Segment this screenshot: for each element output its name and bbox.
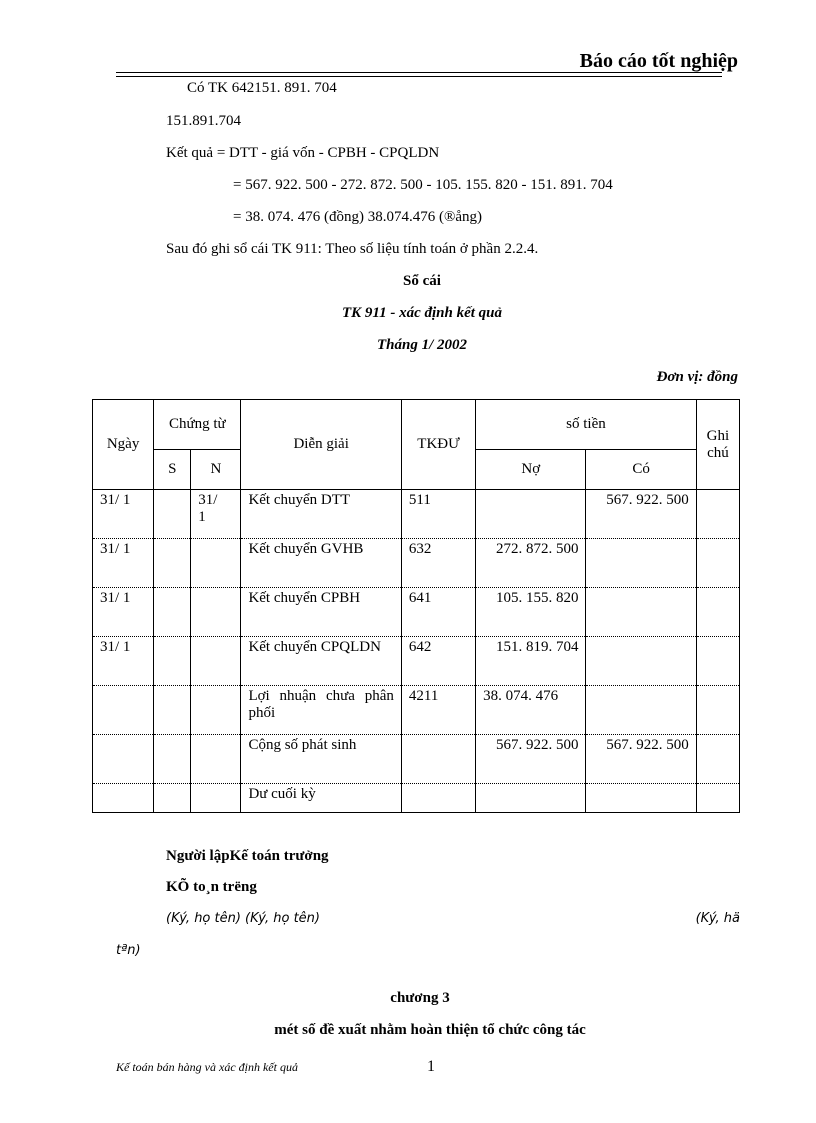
table-row [93,735,740,784]
table-row [93,784,740,813]
text-line-credit-account: Có TK 642151. 891. 704 [187,80,337,96]
ledger-period: Tháng 1/ 2002 [376,337,467,353]
cell-voucher-n [191,735,241,784]
text-line-amount: 151.891.704 [166,113,241,129]
cell-voucher-s [154,686,191,735]
text-line-ledger-note: Sau đó ghi sổ cái TK 911: Theo số liệu tính toán ở phần 2.2.4. [166,241,539,257]
cell-note [696,735,739,784]
cell-date [93,735,154,784]
signature-title-chief-accountant: KÕ to¸n trëng [166,879,257,895]
cell-debit: 38. 074. 476 [476,686,586,735]
cell-account: 4211 [401,686,475,735]
cell-voucher-n: 31/ 1 [191,490,241,539]
cell-account: 642 [401,637,475,686]
cell-debit: 272. 872. 500 [476,539,586,588]
header-date: Ngày [93,400,154,490]
footer-text: Kế toán bán hàng và xác định kết quả [116,1060,298,1074]
text-line-result-formula: Kết quả = DTT - giá vốn - CPBH - CPQLDN [166,145,440,161]
cell-debit [476,784,586,813]
cell-voucher-s [154,539,191,588]
cell-voucher-s [154,588,191,637]
header-description: Diễn giải [241,400,401,490]
cell-description: Kết chuyển CPQLDN [241,637,401,686]
cell-voucher-s [154,784,191,813]
cell-description: Kết chuyển CPBH [241,588,401,637]
cell-account [401,735,475,784]
cell-credit [586,686,696,735]
cell-voucher-n [191,784,241,813]
cell-credit [586,588,696,637]
cell-voucher-s [154,735,191,784]
text-line-result-calculation: = 567. 922. 500 - 272. 872. 500 - 105. 155. 820 - 151. 891. 704 [233,177,613,193]
header-voucher-n: N [191,450,241,490]
cell-account: 632 [401,539,475,588]
text-line-result-value: = 38. 074. 476 (đồng) 38.074.476 (®ång) [233,209,482,225]
ledger-table [92,399,740,813]
header-voucher: Chứng từ [154,400,241,450]
cell-description: Cộng số phát sinh [241,735,401,784]
cell-note [696,539,739,588]
header-voucher-s: S [154,450,191,490]
cell-description: Lợi nhuận chưa phân phối [241,686,401,735]
cell-credit [586,637,696,686]
table-row [93,588,740,637]
cell-voucher-s [154,490,191,539]
cell-debit: 105. 155. 820 [476,588,586,637]
table-row [93,490,740,539]
cell-date: 31/ 1 [93,490,154,539]
cell-date [93,784,154,813]
table-row [93,637,740,686]
header-note: Ghi chú [696,400,739,490]
chapter-subtitle: mét số đề xuất nhằm hoàn thiện tổ chức công tác [274,1022,586,1038]
cell-date: 31/ 1 [93,588,154,637]
cell-credit [586,784,696,813]
cell-credit: 567. 922. 500 [586,490,696,539]
cell-description: Kết chuyển GVHB [241,539,401,588]
cell-voucher-n [191,686,241,735]
cell-note [696,686,739,735]
cell-date: 31/ 1 [93,637,154,686]
cell-account [401,784,475,813]
cell-voucher-n [191,588,241,637]
header-rule-thick [116,72,722,73]
cell-debit: 151. 819. 704 [476,637,586,686]
header-rule-thin [116,76,722,77]
cell-account: 511 [401,490,475,539]
cell-credit: 567. 922. 500 [586,735,696,784]
signature-sign-note-right: (Ký, hä [695,911,740,926]
cell-note [696,784,739,813]
cell-debit [476,490,586,539]
chapter-title: chương 3 [390,990,450,1006]
cell-date: 31/ 1 [93,539,154,588]
document-header-title: Báo cáo tốt nghiệp [579,50,738,72]
ledger-subtitle: TK 911 - xác định kết quả [341,305,502,321]
header-debit: Nợ [476,450,586,490]
cell-note [696,490,739,539]
cell-note [696,637,739,686]
header-account: TKĐƯ [401,400,475,490]
cell-date [93,686,154,735]
header-amount: số tiền [476,400,697,450]
signature-title-preparer: Người lậpKế toán trưởng [166,848,329,864]
table-row [93,686,740,735]
ledger-title: Sổ cái [403,273,441,289]
cell-account: 641 [401,588,475,637]
cell-voucher-s [154,637,191,686]
ledger-unit: Đơn vị: đồng [656,369,738,385]
signature-sign-note-left: (Ký, họ tên) (Ký, họ tên) [166,911,320,926]
cell-voucher-n [191,539,241,588]
page-number: 1 [427,1058,435,1075]
signature-sign-note-wrap: tªn) [116,943,141,958]
cell-credit [586,539,696,588]
header-credit: Có [586,450,696,490]
cell-note [696,588,739,637]
cell-voucher-n [191,637,241,686]
cell-description: Kết chuyển DTT [241,490,401,539]
table-row [93,539,740,588]
cell-debit: 567. 922. 500 [476,735,586,784]
cell-description: Dư cuối kỳ [241,784,401,813]
